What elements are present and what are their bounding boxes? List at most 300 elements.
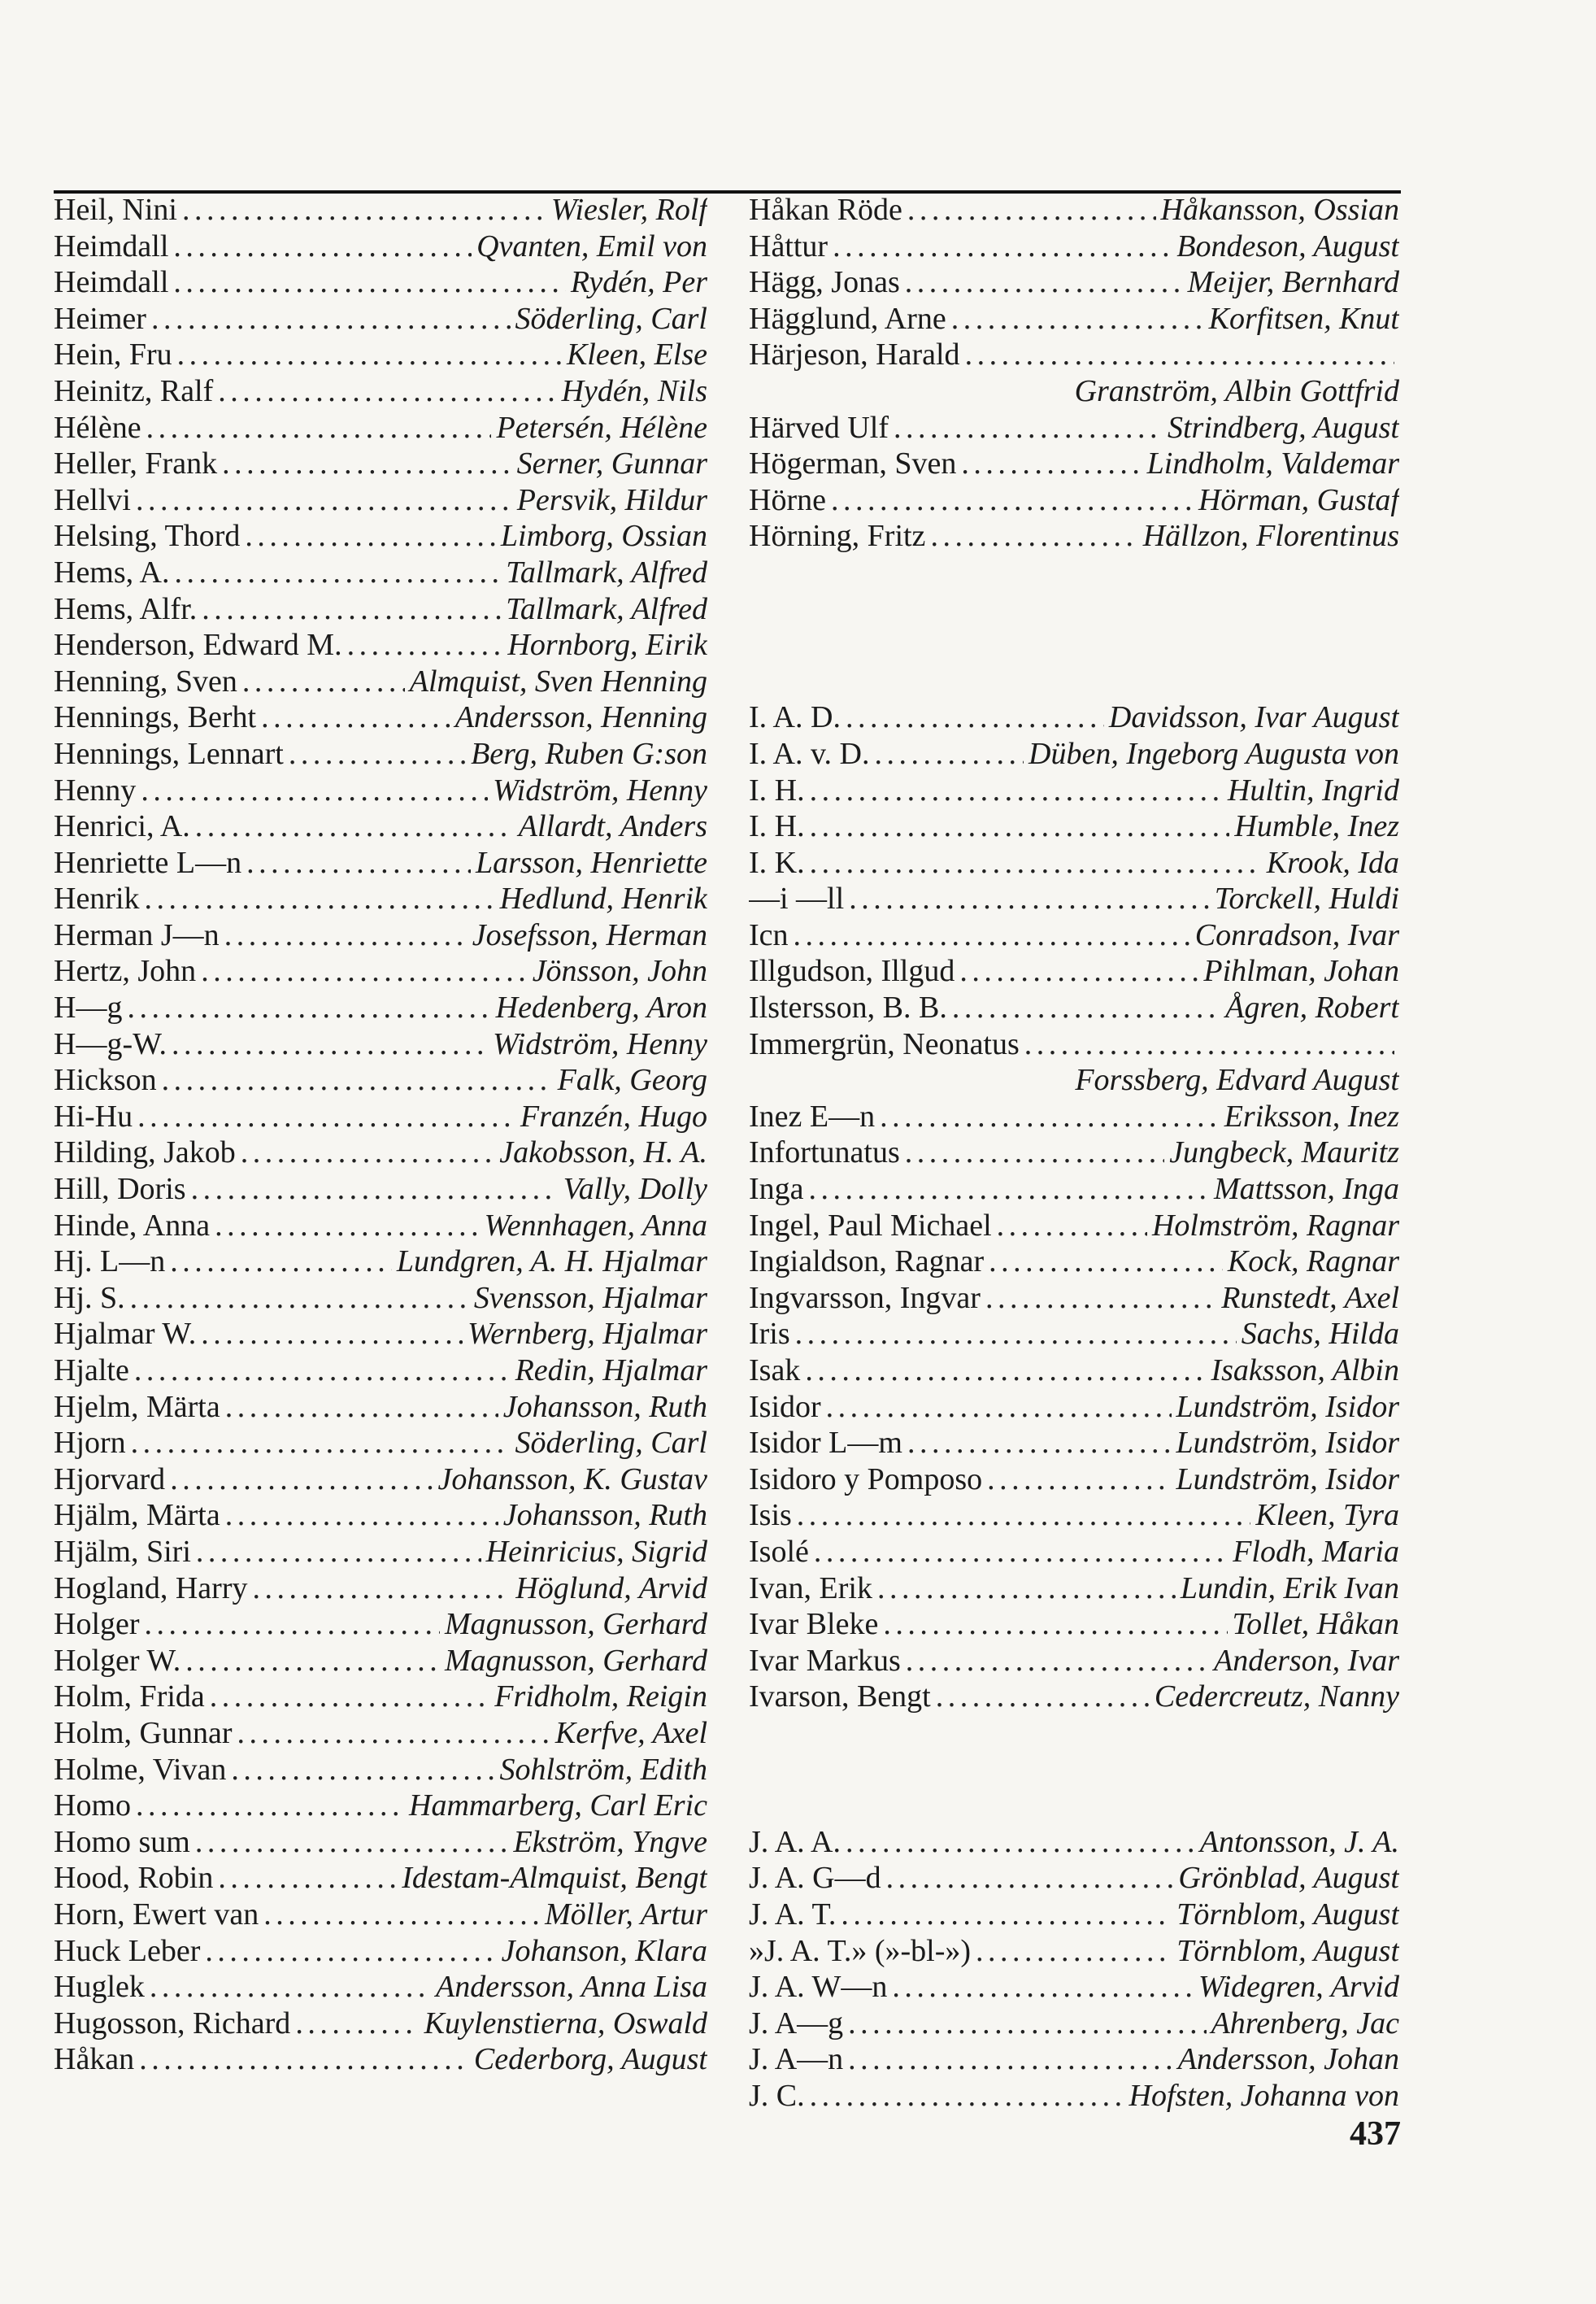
index-entry [749,1062,1399,1099]
real-name: Serner, Gunnar [516,446,707,481]
real-name: Holmström, Ragnar [1151,1208,1399,1243]
dot-leader [252,1570,511,1607]
real-name: Widegren, Arvid [1198,1970,1399,2005]
index-entry [54,1425,707,1461]
index-entry [749,953,1399,990]
real-name: Jakobsson, H. A. [499,1135,707,1170]
real-name: Kleen, Tyra [1255,1498,1399,1533]
index-entry [749,1570,1399,1607]
index-entry [749,1643,1399,1679]
dot-leader [295,2006,419,2042]
pseudonym: Hems, A. [54,555,170,590]
dot-leader [201,1316,463,1352]
index-entry [749,1933,1399,1970]
real-name: Franzén, Hugo [520,1099,707,1134]
real-name: Petersén, Hélène [496,410,707,445]
pseudonym: J. A. T. [749,1897,837,1932]
index-entry [749,1208,1399,1244]
dot-leader [162,1062,553,1099]
dot-leader [131,1425,511,1461]
dot-leader [141,773,488,809]
pseudonym: Håkan Röde [749,193,902,227]
index-entry [54,373,707,410]
pseudonym: Hill, Doris [54,1172,186,1207]
index-entry [749,1352,1399,1389]
index-entry [54,1497,707,1534]
real-name: Törnblom, August [1176,1933,1399,1968]
real-name: Larsson, Henriette [476,845,707,880]
index-entry [749,845,1399,882]
right-column [749,192,1399,2114]
dot-leader [833,229,1172,265]
index-entry [54,664,707,700]
dot-leader [810,773,1223,809]
dot-leader [810,2078,1124,2115]
real-name: Widström, Henny [493,773,707,808]
pseudonym: I. H. [749,773,805,808]
index-entry [749,192,1399,229]
dot-leader [231,1752,494,1788]
page-number: 437 [1350,2115,1401,2153]
index-entry [54,264,707,301]
real-name: Davidsson, Ivar August [1108,700,1399,735]
pseudonym: Henrici, A. [54,809,190,844]
dot-leader [849,881,1210,917]
dot-leader [136,1788,404,1824]
dot-leader [795,1316,1237,1352]
dot-leader [215,1208,479,1244]
real-name: Johansson, Ruth [502,1389,707,1424]
index-entry [54,1969,707,2006]
dot-leader [145,1606,440,1643]
real-name: Vally, Dolly [563,1172,707,1207]
index-entry [749,1316,1399,1352]
pseudonym: Ivan, Erik [749,1570,872,1605]
real-name: Anderson, Ivar [1214,1643,1399,1678]
pseudonym: Hogland, Harry [54,1570,248,1605]
real-name: Hultin, Ingrid [1227,773,1399,808]
pseudonym: Hood, Robin [54,1861,214,1896]
pseudonym: Heinitz, Ralf [54,373,214,408]
dot-leader [951,301,1204,338]
index-entry [54,1897,707,1933]
pseudonym: Hems, Alfr. [54,591,198,626]
dot-leader [245,518,496,555]
real-name: Sachs, Hilda [1241,1317,1399,1352]
index-entry [54,1933,707,1970]
dot-leader [959,953,1198,990]
index-entry [749,1425,1399,1461]
pseudonym: Heimdall [54,265,169,300]
index-entry [749,1026,1399,1063]
dot-leader [218,373,556,410]
index-entry [54,301,707,338]
pseudonym: Horn, Ewert van [54,1897,259,1932]
real-name: Kerfve, Axel [554,1715,707,1750]
index-entry [54,1752,707,1788]
index-entry [54,990,707,1026]
index-entry [54,1606,707,1643]
dot-leader [195,808,514,845]
real-name: Wiesler, Rolf [550,193,707,227]
dot-leader [907,1425,1172,1461]
index-entry [54,1643,707,1679]
dot-leader [201,953,528,990]
real-name: Ekström, Yngve [513,1824,707,1859]
real-name: Cedercreutz, Nanny [1154,1679,1399,1714]
pseudonym: Ingel, Paul Michael [749,1208,992,1243]
pseudonym: Hjalte [54,1353,129,1387]
index-entry [54,1389,707,1426]
dot-leader [224,917,467,954]
pseudonym: Hj. S. [54,1280,125,1315]
dot-leader [195,1824,509,1861]
index-entry [54,2006,707,2042]
index-entry [54,627,707,664]
real-name: Kuylenstierna, Oswald [424,2006,707,2040]
pseudonym: Herman J—n [54,917,220,952]
real-name: Johanson, Klara [501,1933,707,1968]
pseudonym: Härved Ulf [749,410,889,445]
real-name: Korfitsen, Knut [1208,301,1399,336]
index-entry [749,1461,1399,1498]
real-name: Antonsson, J. A. [1199,1824,1399,1859]
dot-leader [848,2041,1173,2078]
dot-leader [905,264,1183,301]
real-name: Andersson, Henning [454,700,707,735]
pseudonym: Hellvi [54,482,131,517]
pseudonym: Hi-Hu [54,1099,133,1134]
pseudonym: »J. A. T.» (»-bl-») [749,1933,972,1968]
real-name: Törnblom, August [1176,1897,1399,1932]
dot-leader [805,1352,1206,1389]
dot-leader [261,699,450,736]
pseudonym: Hjorn [54,1426,126,1461]
index-entry [749,337,1399,373]
index-entry [54,1461,707,1498]
pseudonym: Hj. L—n [54,1244,166,1279]
pseudonym: I. A. D. [749,700,841,735]
index-entry [749,808,1399,845]
index-entry [54,1171,707,1208]
index-entry [54,337,707,373]
section-i [749,699,1399,1715]
index-entry [54,1316,707,1352]
index-entry [54,1715,707,1752]
index-entry [54,446,707,482]
index-entry [54,1243,707,1280]
index-entry [54,518,707,555]
dot-leader [814,1534,1228,1570]
dot-leader [241,1135,494,1171]
dot-leader [1024,1026,1394,1063]
real-name: Sohlström, Edith [499,1752,707,1787]
index-entry [749,990,1399,1026]
pseudonym: Hörning, Fritz [749,519,926,554]
pseudonym: Isis [749,1498,792,1533]
real-name: Söderling, Carl [515,301,707,336]
index-entry [749,1135,1399,1171]
pseudonym: Heller, Frank [54,446,218,481]
pseudonym: J. A. A. [749,1824,841,1859]
index-entry [54,591,707,628]
real-name: Strindberg, August [1167,410,1399,445]
pseudonym: Holger W. [54,1643,181,1678]
pseudonym: I. A. v. D. [749,736,870,771]
real-name: Cederborg, August [473,2042,707,2077]
dot-leader [225,1389,498,1426]
pseudonym: Henderson, Edward M. [54,628,342,663]
dot-leader [826,1389,1172,1426]
index-entry [54,1026,707,1063]
index-entry [749,373,1399,410]
index-entry [749,1860,1399,1897]
dot-leader [907,192,1156,229]
dot-leader [127,990,490,1026]
pseudonym: Huglek [54,1970,145,2005]
pseudonym: Hennings, Berht [54,700,257,735]
pseudonym: Isidoro y Pomposo [749,1461,983,1496]
pseudonym: Hjälm, Märta [54,1498,220,1533]
dot-leader [809,1171,1209,1208]
real-name: Allardt, Anders [518,809,707,844]
real-name: Mattsson, Inga [1214,1172,1399,1207]
dot-leader [177,337,562,373]
real-name: Jönsson, John [532,954,707,989]
index-entry [54,410,707,446]
index-entry [749,1280,1399,1317]
dot-leader [196,1534,481,1570]
dot-leader [989,1243,1223,1280]
index-entry [54,845,707,882]
index-entry [749,1171,1399,1208]
real-name: Wennhagen, Anna [484,1208,707,1243]
dot-leader [936,1679,1150,1715]
index-entry [749,2078,1399,2115]
real-name: Torckell, Huldi [1214,882,1399,917]
index-entry [749,264,1399,301]
dot-leader [894,410,1163,446]
index-entry [749,446,1399,482]
index-entry [749,301,1399,338]
index-entry [54,555,707,591]
pseudonym: I. H. [749,809,805,844]
index-entry [54,917,707,954]
pseudonym: Homo sum [54,1824,190,1859]
real-name: Magnusson, Gerhard [444,1607,707,1642]
dot-leader [794,917,1190,954]
real-name: Andersson, Johan [1177,2042,1399,2077]
index-entry [749,773,1399,809]
real-name: Magnusson, Gerhard [444,1643,707,1678]
real-name: Höglund, Arvid [515,1570,707,1605]
pseudonym: Isidor L—m [749,1426,902,1461]
real-name: Idestam-Almquist, Bengt [402,1861,707,1896]
dot-leader [961,446,1142,482]
index-entry [749,699,1399,736]
dot-leader [172,1026,488,1063]
real-name: Düben, Ingeborg Augusta von [1028,736,1399,771]
real-name: Humble, Inez [1234,809,1399,844]
dot-leader [976,1933,1172,1970]
pseudonym: J. C. [749,2078,805,2113]
real-name: Limborg, Ossian [500,519,707,554]
index-entry [749,1679,1399,1715]
real-name: Hammarberg, Carl Eric [409,1788,707,1823]
index-entry [54,736,707,773]
real-name: Bondeson, August [1176,229,1399,264]
pseudonym: Hjelm, Märta [54,1389,220,1424]
pseudonym: Hennings, Lennart [54,736,284,771]
index-entry [54,881,707,917]
pseudonym: Illgudson, Illgud [749,954,955,989]
real-name: Wernberg, Hjalmar [467,1317,707,1352]
real-name: Jungbeck, Mauritz [1169,1135,1399,1170]
dot-leader [182,192,546,229]
real-name: Josefsson, Herman [472,917,707,952]
pseudonym: Hickson [54,1063,157,1098]
pseudonym: Ivarson, Bengt [749,1679,931,1714]
dot-leader [906,1643,1209,1679]
real-name: Runstedt, Axel [1221,1280,1399,1315]
pseudonym: Ingvarsson, Ingvar [749,1280,981,1315]
pseudonym: Holger [54,1607,140,1642]
index-entry [749,736,1399,773]
dot-leader [892,1969,1194,2006]
index-entry [749,1534,1399,1570]
pseudonym: Isidor [749,1389,821,1424]
pseudonym: J. A—g [749,2006,844,2040]
dot-leader [289,736,466,773]
dot-leader [930,518,1137,555]
section-h-continued [749,192,1399,555]
dot-leader [263,1897,540,1933]
dot-leader [151,301,511,338]
dot-leader [210,1679,489,1715]
dot-leader [237,1715,550,1752]
pseudonym: Hilding, Jakob [54,1135,236,1170]
index-entry [54,1824,707,1861]
index-entry [749,917,1399,954]
real-name: Ågren, Robert [1225,991,1399,1026]
index-entry [749,229,1399,265]
index-entry [54,953,707,990]
dot-leader [175,555,502,591]
pseudonym: Infortunatus [749,1135,900,1170]
real-name: Conradson, Ivar [1194,917,1399,952]
real-name: Lundström, Isidor [1176,1389,1399,1424]
pseudonym: Ilstersson, B. B. [749,991,947,1026]
pseudonym: J. A—n [749,2042,844,2077]
dot-leader [150,1969,431,2006]
pseudonym: Hägglund, Arne [749,301,946,336]
real-name: Falk, Georg [557,1063,707,1098]
index-entry [749,1389,1399,1426]
real-name: Rydén, Per [570,265,707,300]
pseudonym: Håttur [749,229,828,264]
pseudonym: Ivar Bleke [749,1607,879,1642]
dot-leader [846,1824,1195,1861]
dot-leader [137,1099,515,1135]
index-entry [749,410,1399,446]
pseudonym: Ivar Markus [749,1643,901,1678]
real-name: Krook, Ida [1266,845,1399,880]
real-name: Kleen, Else [566,338,707,372]
real-name: Widström, Henny [493,1026,707,1061]
dot-leader [883,1606,1227,1643]
real-name: Forssberg, Edvard August [1075,1063,1399,1098]
pseudonym: Holm, Gunnar [54,1715,233,1750]
pseudonym: Hägg, Jonas [749,265,900,300]
pseudonym: —i —ll [749,882,845,917]
pseudonym: Inga [749,1172,804,1207]
dot-leader [170,1461,433,1498]
index-entry [54,229,707,265]
real-name: Kock, Ragnar [1227,1244,1399,1279]
pseudonym: Helsing, Thord [54,519,241,554]
pseudonym: Holm, Frida [54,1679,205,1714]
real-name: Hörman, Gustaf [1198,482,1399,517]
pseudonym: Ingialdson, Ragnar [749,1244,985,1279]
real-name: Heinricius, Sigrid [485,1534,707,1569]
real-name: Almquist, Sven Henning [409,664,707,699]
dot-leader [810,845,1262,882]
dot-leader [170,1243,392,1280]
real-name: Ahrenberg, Jac [1211,2006,1399,2040]
real-name: Andersson, Anna Lisa [436,1970,707,2005]
index-entry [54,699,707,736]
pseudonym: I. K. [749,845,805,880]
real-name: Hydén, Nils [561,373,707,408]
index-entry [749,1606,1399,1643]
index-entry [54,1570,707,1607]
pseudonym: Homo [54,1788,131,1823]
dot-leader [225,1497,498,1534]
real-name: Håkansson, Ossian [1160,193,1399,227]
dot-leader [831,482,1194,519]
index-entry [54,1280,707,1317]
real-name: Hofsten, Johanna von [1129,2078,1399,2113]
real-name: Johansson, K. Gustav [437,1461,707,1496]
pseudonym: Isolé [749,1534,809,1569]
pseudonym: Hugosson, Richard [54,2006,291,2040]
pseudonym: Iris [749,1317,790,1352]
dot-leader [205,1933,496,1970]
pseudonym: Hjorvard [54,1461,166,1496]
pseudonym: Hertz, John [54,954,197,989]
real-name: Eriksson, Inez [1224,1099,1399,1134]
dot-leader [130,1280,469,1317]
real-name: Hedenberg, Aron [495,991,707,1026]
index-entry [54,482,707,519]
pseudonym: Heil, Nini [54,193,177,227]
dot-leader [134,1352,511,1389]
pseudonym: Immergrün, Neonatus [749,1026,1020,1061]
index-entry [54,808,707,845]
pseudonym: Hjalmar W. [54,1317,197,1352]
pseudonym: Hörne [749,482,826,517]
real-name: Lundström, Isidor [1176,1461,1399,1496]
real-name: Redin, Hjalmar [515,1353,707,1387]
pseudonym: Hinde, Anna [54,1208,211,1243]
pseudonym: Holme, Vivan [54,1752,227,1787]
real-name: Berg, Ruben G:son [471,736,707,771]
pseudonym: J. A. G—d [749,1861,881,1896]
dot-leader [797,1497,1251,1534]
pseudonym: Härjeson, Harald [749,338,960,372]
real-name: Hornborg, Eirik [507,628,707,663]
dot-leader [997,1208,1147,1244]
